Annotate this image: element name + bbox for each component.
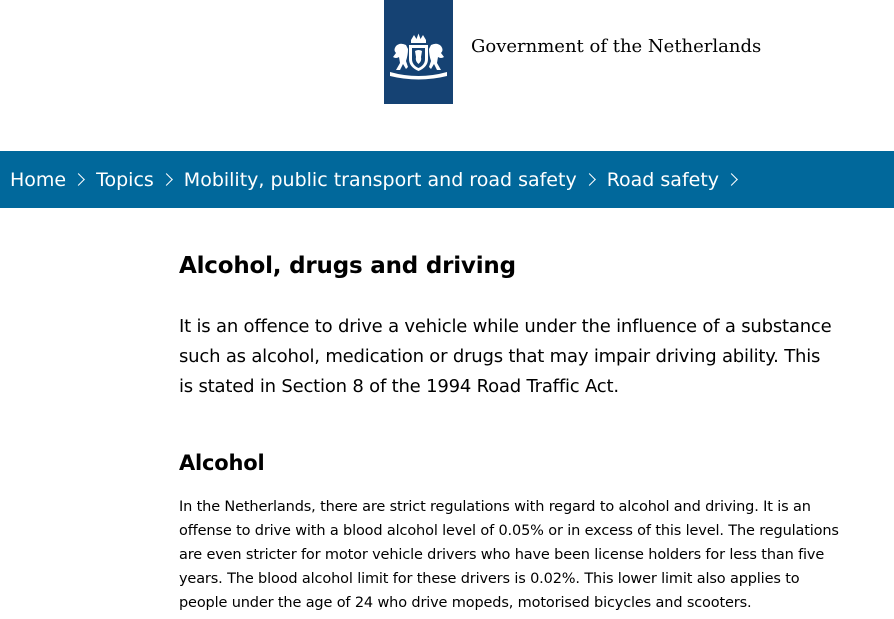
breadcrumb-topics-link[interactable]: Topics: [96, 168, 154, 191]
breadcrumb-road-safety-link[interactable]: Road safety: [606, 168, 720, 191]
body-line: people under the age of 24 who drive mopeds, motorised bicycles and scooters.: [179, 595, 752, 611]
article-content: [179, 251, 839, 615]
breadcrumb: [0, 151, 894, 208]
chevron-right-icon: [72, 173, 85, 186]
body-line: years. The blood alcohol limit for these drivers is 0.02%. This lower limit also applies to: [179, 571, 800, 587]
government-name[interactable]: Government of the Netherlands: [471, 36, 762, 57]
intro-paragraph: [179, 312, 839, 402]
breadcrumb-mobility-link[interactable]: Mobility, public transport and road safety: [183, 168, 577, 191]
body-line: are even stricter for motor vehicle drivers who have been license holders for less than five: [179, 547, 825, 563]
section-heading-alcohol: Alcohol: [179, 451, 265, 475]
body-line: offense to drive with a blood alcohol level of 0.05% or in excess of this level. The regulations: [179, 523, 839, 539]
chevron-right-icon: [160, 173, 173, 186]
breadcrumb-home-link[interactable]: Home: [10, 168, 67, 191]
dutch-royal-coat-of-arms-icon: [387, 33, 450, 81]
government-logo[interactable]: [384, 0, 453, 104]
intro-line: It is an offence to drive a vehicle while under the influence of a substance: [179, 316, 832, 337]
section-body-alcohol: [179, 495, 839, 615]
chevron-right-icon: [725, 173, 738, 186]
chevron-right-icon: [583, 173, 596, 186]
page-title: Alcohol, drugs and driving: [179, 253, 516, 279]
intro-line: such as alcohol, medication or drugs that may impair driving ability. This: [179, 346, 821, 367]
body-line: In the Netherlands, there are strict regulations with regard to alcohol and driving. It is an: [179, 499, 811, 515]
intro-line: is stated in Section 8 of the 1994 Road Traffic Act.: [179, 376, 619, 397]
